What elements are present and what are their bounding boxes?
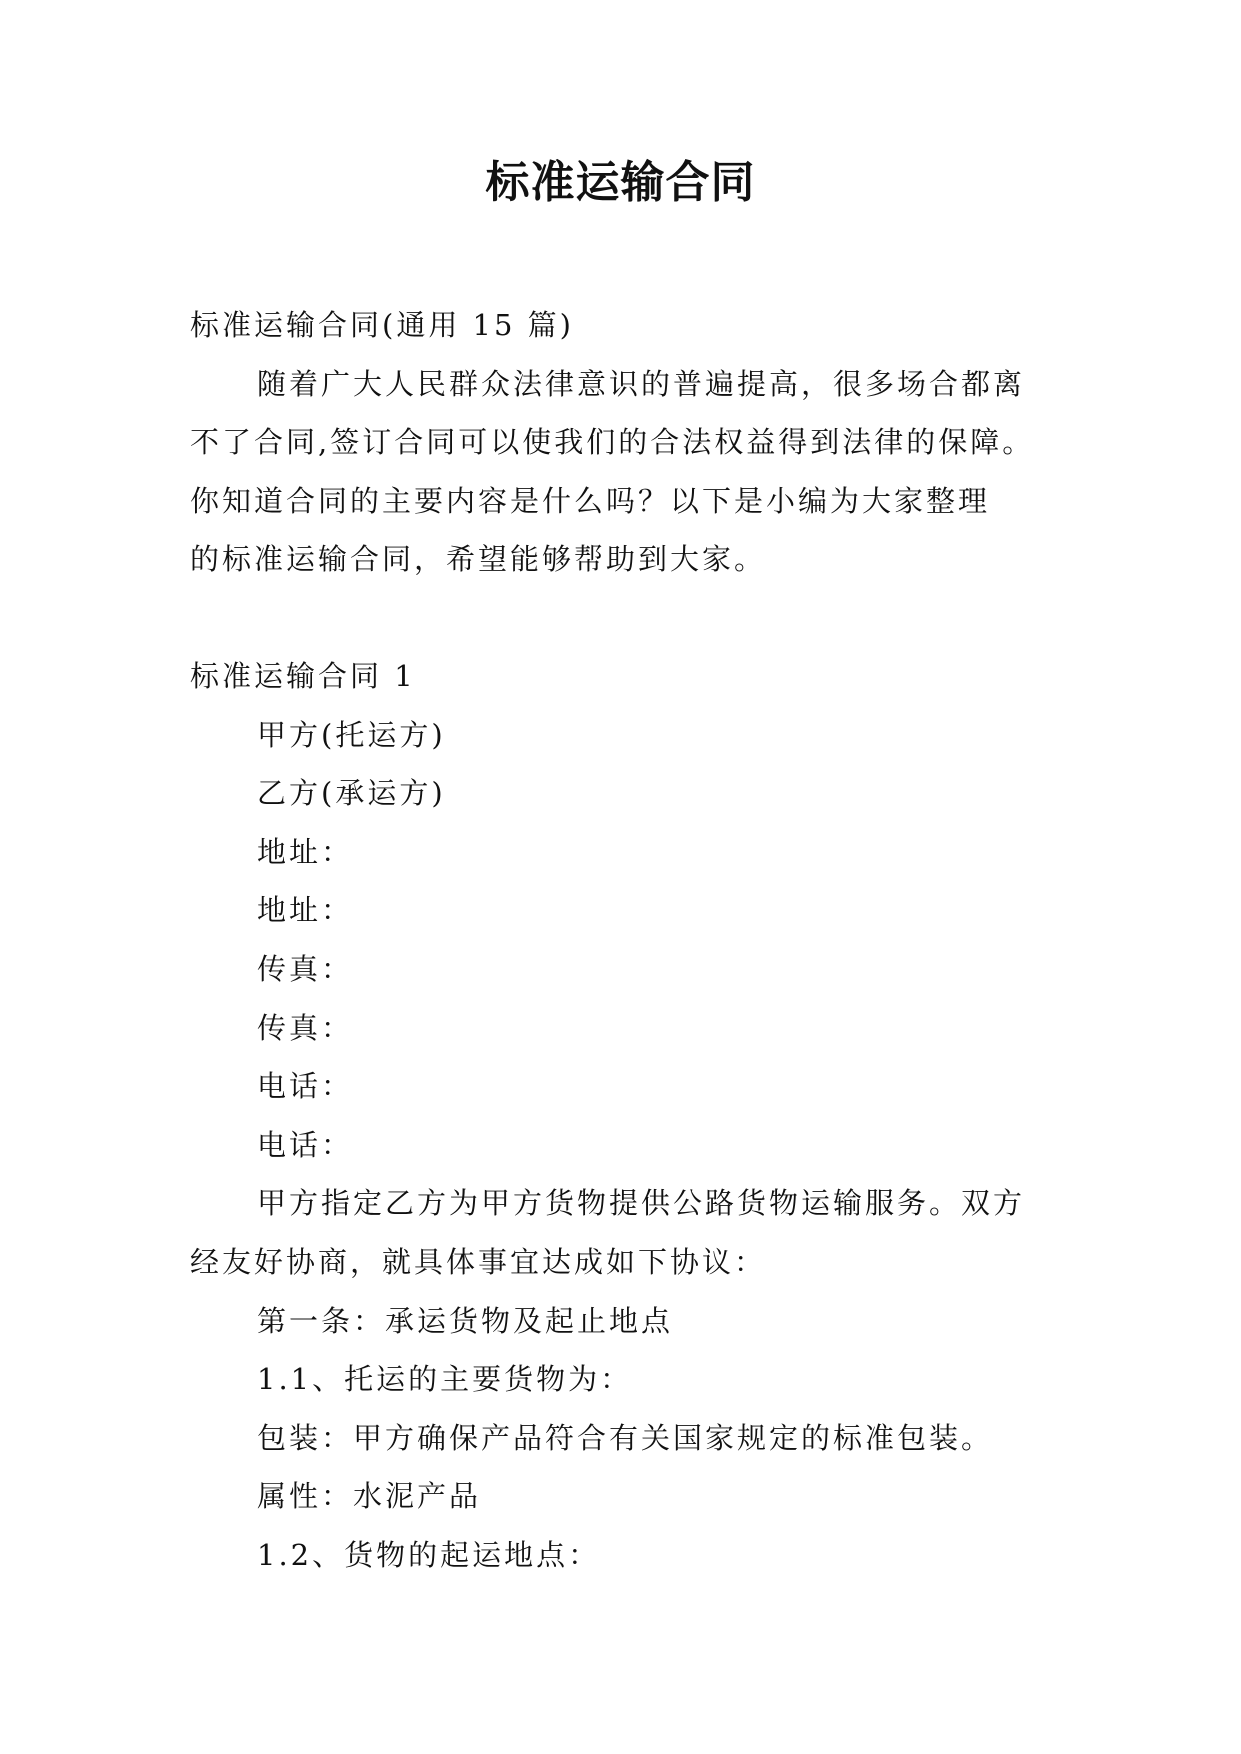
article-1-heading: 第一条：承运货物及起止地点 [257, 1303, 674, 1338]
fax-a-label: 传真： [257, 951, 354, 986]
intro-line-3: 你知道合同的主要内容是什么吗？以下是小编为大家整理 [190, 483, 991, 518]
intro-line-2: 不了合同,签订合同可以使我们的合法权益得到法律的保障。 [190, 425, 1035, 460]
document-title: 标准运输合同 [485, 157, 756, 208]
property-clause: 属性：水泥产品 [257, 1479, 482, 1514]
agreement-line-2: 经友好协商，就具体事宜达成如下协议： [190, 1244, 767, 1279]
intro-line-1: 随着广大人民群众法律意识的普遍提高，很多场合都离 [257, 366, 1026, 401]
phone-a-label: 电话： [257, 1069, 354, 1104]
agreement-line-1: 甲方指定乙方为甲方货物提供公路货物运输服务。双方 [257, 1186, 1026, 1221]
phone-b-label: 电话： [257, 1127, 354, 1162]
fax-b-label: 传真： [257, 1010, 354, 1045]
intro-paragraph [190, 355, 1060, 589]
document-subtitle: 标准运输合同(通用 15 篇) [190, 308, 574, 342]
address-b-label: 地址： [257, 893, 354, 928]
packaging-clause: 包装：甲方确保产品符合有关国家规定的标准包装。 [257, 1420, 994, 1455]
agreement-paragraph [190, 1174, 1060, 1291]
clause-1-2: 1.2、货物的起运地点： [257, 1537, 601, 1572]
intro-line-4: 的标准运输合同，希望能够帮助到大家。 [190, 542, 767, 577]
party-b-label: 乙方(承运方) [257, 776, 446, 811]
section-heading: 标准运输合同 1 [190, 658, 416, 693]
address-a-label: 地址： [257, 834, 354, 869]
section-gap [190, 589, 1060, 647]
document-body [190, 296, 1060, 1584]
clause-1-1: 1.1、托运的主要货物为： [257, 1362, 633, 1397]
party-a-label: 甲方(托运方) [257, 717, 446, 752]
